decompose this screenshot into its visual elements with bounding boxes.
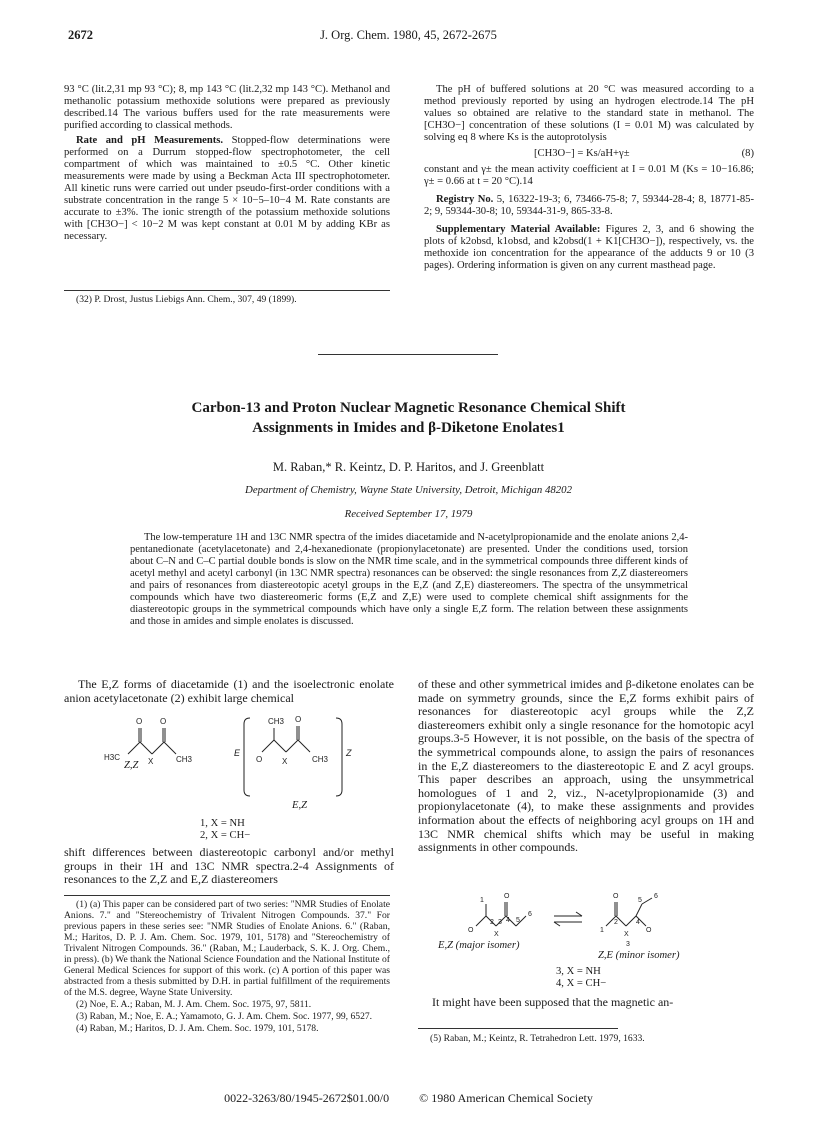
upper-right-column [424,84,754,275]
footnote-text: (32) P. Drost, Justus Liebigs Ann. Chem., 307, 49 (1899). [76,294,297,305]
svg-text:O: O [646,927,652,934]
paragraph-continued: shift differences between diastereotopic carbonyl and/or methyl groups in their 1H and 13C NMR spectra.2-4 Assignments of resonances to the Z,Z and E,Z diastereomers [64,845,394,887]
upper-left-column [64,84,390,246]
svg-text:1: 1 [600,927,604,934]
supplementary-heading: Supplementary Material Available: [436,224,601,235]
label-minor-isomer: Z,E (minor isomer) [598,950,680,961]
oxygen-label: O [160,717,167,726]
label-major-isomer: E,Z (major isomer) [438,940,520,951]
x-label: X [148,757,154,766]
registry-text: 5, 16322-19-3; 6, 73466-75-8; 7, 59344-28-4; 8, 18771-85-2; 9, 59344-30-8; 10, 59344-31-9, 865-33-8. [424,194,754,217]
footnote-5 [418,1033,754,1045]
page-number: 2672 [68,28,93,42]
paragraph: constant and γ± the mean activity coefficient at I = 0.01 M (Ks = 10−16.86; γ± = 0.66 at t = 20 °C).14 [424,164,754,187]
article-code: 0022-3263/80/1945-2672$01.00/0 [224,1091,390,1105]
svg-text:6: 6 [654,893,658,900]
svg-text:1: 1 [480,897,484,904]
supplementary-text: Figures 2, 3, and 6 showing the plots of k2obsd, k1obsd, and k2obsd(1 + K1[CH3O−]), respectively, vs. the methoxide ion concentration for the appearance of the adducts 9 or 10 (3 pages). Ordering information is given on any current masthead page. [424,224,754,271]
zz-structure [128,728,176,754]
compound-1: 1, X = NH [200,818,245,829]
svg-text:2: 2 [490,919,494,926]
compound-2: 2, X = CH− [200,830,251,841]
equation-8 [424,148,754,160]
svg-text:5: 5 [516,917,520,924]
major-isomer-labels [468,893,532,938]
article-title-line-2: Assignments in Imides and β-Diketone Enolates1 [252,420,565,436]
minor-isomer-labels [600,893,658,948]
equation-number: (8) [741,148,754,159]
page-footer [0,1091,817,1106]
paragraph: It might have been supposed that the magnetic an- [432,995,674,1009]
oxygen-label: O [256,755,263,764]
label-zz: Z,Z [124,760,139,771]
equilibrium-arrows [554,912,582,926]
abstract: The low-temperature 1H and 13C NMR spectra of the imides diacetamide and N-acetylpropionamide and the enolate anions 2,4-pentanedionate (acetylacetonate) and 2,4-hexanedionate (propionylacetonate) are presented. Under the conditions used, torsion about C–N and C–C partial double bonds is slow on the NMR time scale, and in the symmetrical compounds three different kinds of acetyl methyl and acetyl carbonyl (in 13C NMR spectra) resonances can be observed: the single resonances from Z,Z diastereomers and pairs of resonances from diastereotopic acetyl groups in the E,Z (and Z,E) diastereomers. The spectra of the unsymmetrical compounds which have two diastereomeric forms (E,Z and Z,E) were used to complete chemical shift assignments for the diastereotopic groups in the symmetrical compounds which have only a single E,Z form. The relation between these assignments and those in amides and simple enolates is discussed. [130,532,688,627]
footnote [64,294,390,306]
section-heading: Rate and pH Measurements. [76,135,224,146]
footnote-text: (5) Raban, M.; Keintz, R. Tetrahedron Lett. 1979, 1633. [430,1033,645,1044]
svg-text:2: 2 [614,919,618,926]
label-ez: E,Z [292,800,308,811]
article-separator [318,354,498,355]
x-label: X [282,757,288,766]
supplementary-paragraph [424,224,754,272]
equation: [CH3O−] = Ks/aH+γ± [534,148,630,159]
affiliation: Department of Chemistry, Wayne State University, Detroit, Michigan 48202 [245,484,572,496]
zz-atom-labels [104,717,193,766]
paragraph: The pH of buffered solutions at 20 °C was measured according to a method previously reported by using an hydrogen electrode.14 The pH values so obtained are relative to the standard state in methanol. The [CH3O−] concentration of these solutions (I = 0.01 M) was calculated by solving eq 8 where Ks is the autoprotolysis [424,84,754,143]
registry-paragraph [424,194,754,218]
methyl-label: CH3 [176,755,193,764]
svg-text:X: X [624,931,629,938]
footnotes-lower-left [64,899,390,1035]
compound-3: 3, X = NH [556,966,601,977]
svg-text:O: O [613,893,619,900]
footnote-4: (4) Raban, M.; Haritos, D. J. Am. Chem. Soc. 1979, 101, 5178. [76,1023,319,1034]
copyright: © 1980 American Chemical Society [419,1091,593,1105]
ez-atom-labels [234,715,352,766]
oxygen-label: O [136,717,143,726]
oxygen-label: O [295,715,302,724]
methyl-label: CH3 [312,755,329,764]
svg-text:O: O [504,893,510,900]
article-title-line-1: Carbon-13 and Proton Nuclear Magnetic Resonance Chemical Shift [191,400,626,416]
intro-paragraph: The E,Z forms of diacetamide (1) and the isoelectronic enolate anion acetylacetonate (2) exhibit large chemical [64,677,394,705]
footnote-divider [418,1028,618,1029]
svg-text:6: 6 [528,911,532,918]
footnote-divider [64,895,390,896]
running-header-journal: J. Org. Chem. 1980, 45, 2672-2675 [320,28,497,42]
footnote-3: (3) Raban, M.; Noe, E. A.; Yamamoto, G. J. Am. Chem. Soc. 1977, 99, 6527. [76,1011,373,1022]
received-date: Received September 17, 1979 [344,508,473,520]
paragraph: of these and other symmetrical imides and β-diketone enolates can be made on symmetry grounds, since the E,Z forms exhibit pairs of resonances for diastereotopic acyl groups while the Z,Z diastereomers exhibit only a single resonance for the homotopic acyl groups.3-5 However, it is not possible, on the basis of the spectra of the symmetrical compounds alone, to assign the pairs of resonances in the E,Z diastereomers to the diastereotopic E and Z acyl groups. This paper describes an approach, using the unsymmetrical homologues of 1 and 2, viz., N-acetylpropionamide (3) and propionylacetonate (4), to make these assignments and provides information about the effects of neighboring acyl groups on 1H and 13C NMR chemical shifts which may be useful in making assignments in other compounds. [418,677,754,855]
svg-text:3: 3 [498,919,502,926]
paragraph-text: Stopped-flow determinations were performed on a Durrum stopped-flow spectrophotometer, the cell compartment of which was maintained to ±0.5 °C. Other kinetic measurements were made by using a Beckman Acta III spectrophotometer. All kinetic runs were carried out under pseudo-first-order conditions with a substrate concentration in the range 5 × 10−5–10−4 M. Rate constants are accurate to ±3%. The ionic strength of the potassium methoxide solutions with [CH3O−] < 10−2 M was kept constant at 0.01 M by adding KBr as necessary. [64,135,390,242]
footnote-2: (2) Noe, E. A.; Raban, M. J. Am. Chem. Soc. 1975, 97, 5811. [76,999,312,1010]
compound-4: 4, X = CH− [556,978,607,989]
svg-text:4: 4 [636,919,640,926]
svg-text:5: 5 [638,897,642,904]
minor-isomer-structure [606,898,652,926]
svg-text:O: O [468,927,474,934]
svg-text:3: 3 [626,941,630,948]
paragraph: 93 °C (lit.2,31 mp 93 °C); 8, mp 143 °C (lit.2,32 mp 143 °C). Methanol and methanolic potassium methoxide solutions were prepared as previously described.14 The various buffers used for the rate measurements were purified according to classical methods. [64,84,390,131]
e-label: E [234,748,241,758]
registry-heading: Registry No. [436,194,494,205]
paragraph [64,135,390,243]
methyl-label: H3C [104,753,121,762]
footnote-divider [64,290,390,291]
methyl-label: CH3 [268,717,285,726]
svg-text:X: X [494,931,499,938]
authors: M. Raban,* R. Keintz, D. P. Haritos, and J. Greenblatt [272,460,545,474]
footnote-1: (1) (a) This paper can be considered part of two series: "NMR Studies of Enolate Anions. 7." and "Stereochemistry of Trivalent Nitrogen Compounds. 37." For previous papers in these series see: "NMR Studies of Enolate Anions. 6." (Raban, M.; Haritos, D. P. J. Am. Chem. Soc. 1979, 101, 5178) and "Stereochemistry of Trivalent Nitrogen Compounds. 36." (Raban, M.; Lauderback, S. K. J. Org. Chem., in press). (b) We thank the National Science Foundation and the National Institute of General Medical Sciences for support of this work. (c) A portion of this paper was abstracted from a thesis submitted by D.H. in partial fulfillment of the requirements of the M.S. degree, Wayne State University. [64,899,390,998]
z-label: Z [346,748,352,758]
svg-text:4: 4 [506,917,510,924]
